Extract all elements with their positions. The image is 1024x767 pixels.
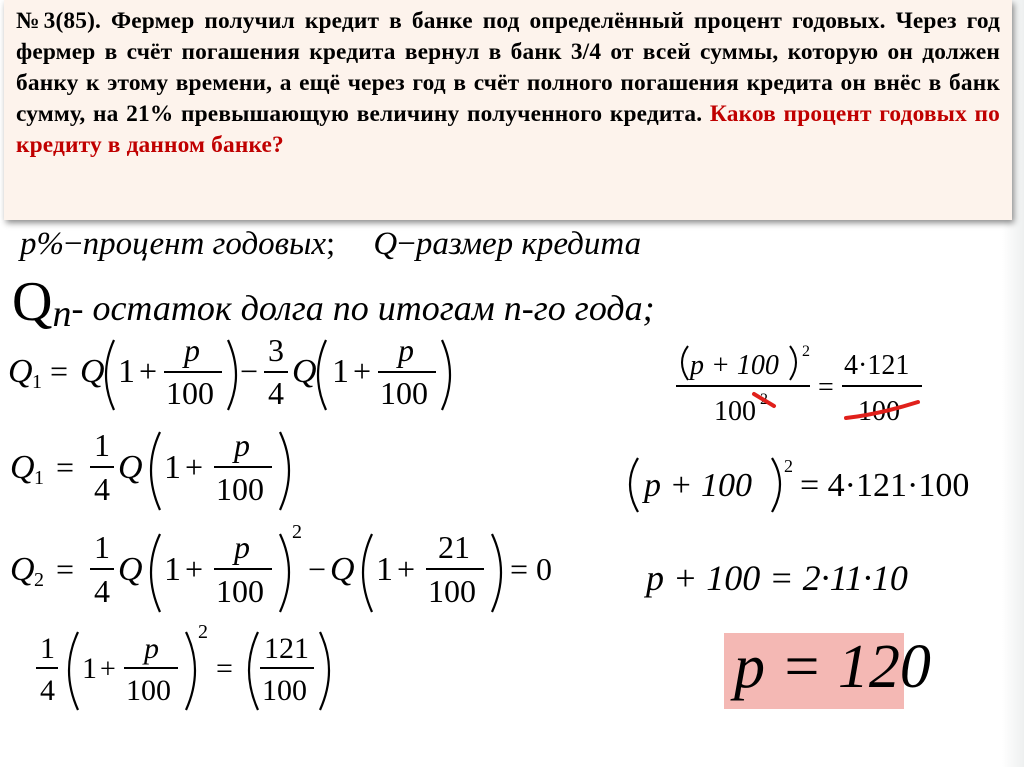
problem-question-mark: ?: [272, 132, 284, 158]
equation-6: [622, 452, 1012, 522]
def-qn-symbol: Q: [12, 271, 53, 333]
eq1-lhs-sub: 1: [32, 371, 42, 393]
eq3-one-2: 1: [376, 551, 393, 588]
eq4-frac-num: 1: [40, 632, 55, 665]
eq6-paren-close: [772, 458, 780, 512]
eq4-paren-close: [186, 632, 195, 710]
eq7-text: p + 100 = 2·11·10: [646, 558, 908, 598]
equation-2: [8, 420, 308, 520]
answer-text: p = 120: [734, 633, 931, 701]
def-qn-sub: n: [52, 293, 72, 335]
eq3-q-2: Q: [330, 551, 355, 588]
problem-question: Каков процент годовых по кредиту в данном банке: [16, 101, 1000, 158]
def-q-dash: −: [397, 226, 416, 262]
eq1-num: p: [184, 332, 200, 368]
eq4-eq: =: [216, 652, 233, 685]
eq1-den: 100: [166, 375, 214, 411]
eq3-eq: =: [56, 551, 75, 587]
eq1-paren-close-2: [442, 340, 450, 410]
eq4-exp: 2: [198, 621, 208, 643]
def-q-text: размер кредита: [415, 226, 642, 262]
equation-3: [8, 518, 568, 618]
eq2-frac-num: 1: [94, 427, 110, 463]
equation-1: [6, 330, 466, 420]
eq2-eq: =: [56, 449, 75, 485]
def-p-dash: −: [64, 226, 83, 262]
eq6-rhs: = 4·121·100: [800, 467, 970, 504]
eq2-den: 100: [216, 471, 264, 507]
eq3-frac-num: 1: [94, 529, 110, 565]
eq5-rhs-num: 4·121: [844, 350, 910, 381]
eq4-num-2: 121: [264, 632, 309, 665]
eq1-den-2: 100: [380, 375, 428, 411]
def-q-symbol: Q: [373, 226, 398, 262]
problem-statement-box: [4, 0, 1012, 220]
eq1-num-2: p: [398, 332, 414, 368]
eq5-paren-open: [682, 346, 688, 380]
definition-p-line: [20, 226, 641, 263]
eq1-frac-num: 3: [268, 332, 284, 368]
eq2-lhs: Q: [10, 449, 35, 486]
eq3-den-2: 100: [428, 573, 476, 609]
eq5-lhs-num: p + 100: [690, 350, 779, 381]
eq3-paren-close-2: [492, 534, 501, 612]
eq5-exp: 2: [802, 343, 810, 360]
eq4-plus: +: [100, 654, 116, 685]
equation-7: [644, 548, 964, 608]
eq5-rhs-den: 100: [858, 396, 900, 427]
eq3-num: p: [234, 529, 250, 565]
def-p-sep: ;: [326, 226, 336, 262]
eq3-num-2: 21: [438, 529, 470, 565]
eq1-paren-open-2: [318, 340, 326, 410]
eq2-plus: +: [185, 449, 204, 485]
def-p-symbol: p%: [20, 226, 64, 262]
eq3-plus-2: +: [397, 551, 416, 587]
eq1-plus-2: +: [353, 353, 372, 389]
problem-statement: [16, 6, 1000, 161]
eq5-lhs-den: 100: [714, 396, 756, 427]
eq4-paren-close-2: [320, 632, 329, 710]
eq3-frac-den: 4: [94, 573, 110, 609]
eq3-den: 100: [216, 573, 264, 609]
eq6-lhs: p + 100: [644, 467, 752, 504]
eq3-exp: 2: [292, 521, 302, 543]
eq3-lhs-sub: 2: [34, 569, 44, 591]
problem-text: №3(85). Фермер получил кредит в банке под определённый процент годовых. Через год фермер в счёт погашения кредита вернул в банк 3/4 от всей суммы, которую он должен банку к этому времени, а ещё через год в счёт полного погашения кредита он внёс в банк сумму, на 21% превышающую величину полученного кредита.: [16, 8, 1000, 127]
equation-4: [36, 618, 356, 718]
eq1-paren-close: [228, 340, 236, 410]
eq3-paren-open: [151, 534, 160, 612]
eq4-num: p: [144, 632, 159, 665]
eq2-paren-open: [151, 432, 160, 510]
eq2-paren-close: [280, 432, 289, 510]
eq6-paren-open: [630, 458, 638, 512]
eq3-plus: +: [185, 551, 204, 587]
eq2-frac-den: 4: [94, 471, 110, 507]
def-p-text: процент годовых: [82, 226, 326, 262]
eq4-paren-open: [69, 632, 78, 710]
eq1-one: 1: [118, 353, 135, 390]
eq3-rhs: = 0: [510, 551, 553, 587]
eq5-paren-close: [790, 346, 796, 380]
eq1-plus: +: [139, 353, 158, 389]
eq3-paren-open-2: [363, 534, 372, 612]
eq1-eq: =: [50, 353, 69, 389]
eq3-minus: −: [308, 551, 327, 587]
eq3-one: 1: [164, 551, 181, 588]
eq2-num: p: [234, 427, 250, 463]
eq1-minus: −: [240, 353, 259, 389]
eq1-frac-den: 4: [268, 375, 284, 411]
eq1-q-2: Q: [292, 353, 317, 390]
eq3-lhs: Q: [10, 551, 35, 588]
eq4-den-2: 100: [262, 674, 307, 707]
eq1-one-2: 1: [332, 353, 349, 390]
eq2-lhs-sub: 1: [34, 467, 44, 489]
eq4-den: 100: [126, 674, 171, 707]
eq2-q: Q: [118, 449, 143, 486]
def-qn-text: - остаток долга по итогам n-го года;: [71, 288, 655, 328]
eq3-paren-close: [280, 534, 289, 612]
eq1-q: Q: [80, 353, 105, 390]
eq4-one: 1: [82, 652, 97, 685]
definition-qn-line: [12, 270, 655, 334]
eq6-exp: 2: [784, 456, 793, 476]
eq2-one: 1: [164, 449, 181, 486]
eq4-paren-open-2: [249, 632, 258, 710]
eq3-q: Q: [118, 551, 143, 588]
eq5-eq: =: [818, 372, 834, 403]
eq4-frac-den: 4: [40, 674, 55, 707]
equation-5: [670, 340, 940, 435]
eq1-paren-open: [106, 340, 114, 410]
eq1-lhs: Q: [8, 353, 33, 390]
